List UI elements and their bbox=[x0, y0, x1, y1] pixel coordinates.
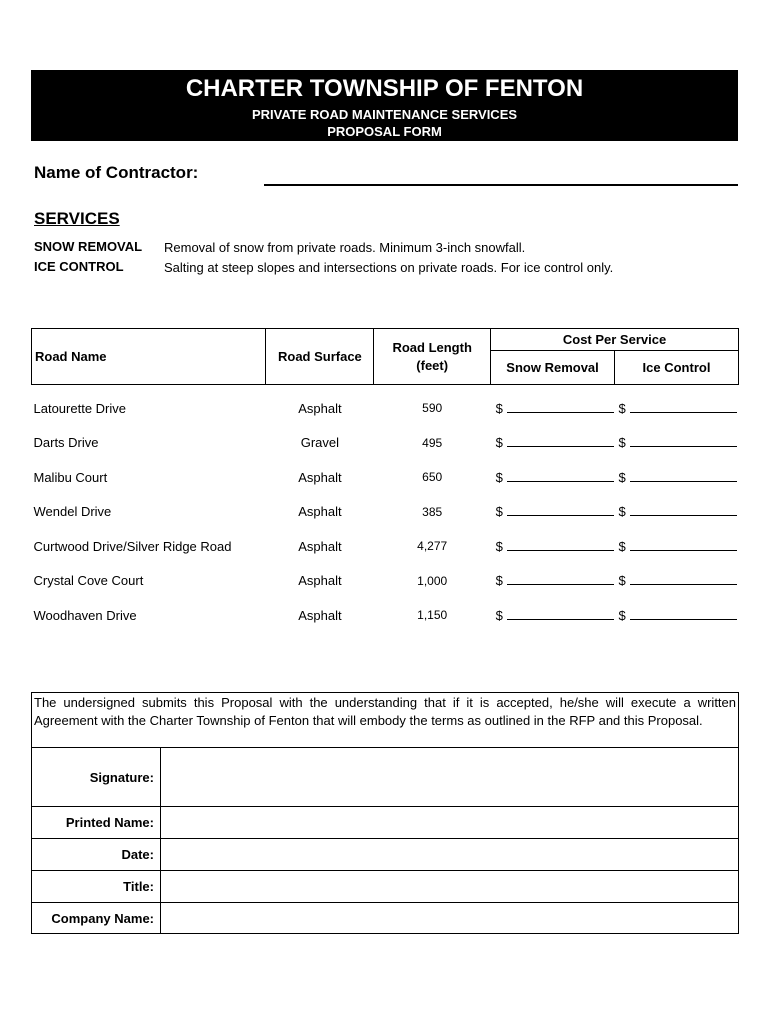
road-surface-cell: Asphalt bbox=[298, 504, 342, 520]
ice-control-price-field[interactable] bbox=[630, 445, 737, 447]
road-length-line2: (feet) bbox=[416, 358, 449, 373]
service-name: SNOW REMOVAL bbox=[34, 239, 143, 254]
ice-control-cell bbox=[615, 495, 739, 530]
agreement-text: The undersigned submits this Proposal with the understanding that if it is accepted, he/she will execute a written Agreement with the Charter Township of Fenton that will embody the terms as outlined in the RFP and this Proposal. bbox=[32, 693, 738, 748]
road-name-cell: Malibu Court bbox=[33, 469, 108, 485]
contractor-name-field[interactable] bbox=[264, 184, 738, 186]
road-length-cell: 590 bbox=[422, 401, 443, 416]
service-name: ICE CONTROL bbox=[34, 259, 124, 274]
road-name-cell: Wendel Drive bbox=[33, 504, 112, 520]
road-table bbox=[31, 328, 739, 633]
snow-removal-cell bbox=[491, 460, 615, 495]
road-length-cell: 4,277 bbox=[417, 539, 448, 554]
dollar-sign: $ bbox=[618, 538, 626, 554]
service-description: Removal of snow from private roads. Minimum 3-inch snowfall. bbox=[164, 240, 526, 255]
road-surface-cell: Asphalt bbox=[298, 400, 342, 416]
dollar-sign: $ bbox=[495, 538, 503, 554]
dollar-sign: $ bbox=[495, 573, 503, 589]
date-field[interactable] bbox=[161, 839, 738, 870]
contractor-label: Name of Contractor: bbox=[34, 163, 199, 182]
road-name-cell: Darts Drive bbox=[33, 435, 99, 451]
table-row bbox=[32, 495, 739, 530]
printed-name-label: Printed Name: bbox=[65, 815, 154, 830]
snow-removal-price-field[interactable] bbox=[507, 480, 614, 482]
snow-removal-cell bbox=[491, 598, 615, 633]
table-row bbox=[32, 564, 739, 599]
title-row bbox=[32, 871, 738, 903]
dollar-sign: $ bbox=[495, 400, 503, 416]
dollar-sign: $ bbox=[618, 504, 626, 520]
ice-control-cell bbox=[615, 529, 739, 564]
road-surface-cell: Asphalt bbox=[298, 538, 342, 554]
road-length-cell: 650 bbox=[422, 470, 443, 485]
road-surface-cell: Asphalt bbox=[298, 469, 342, 485]
ice-control-price-field[interactable] bbox=[630, 549, 737, 551]
dollar-sign: $ bbox=[495, 435, 503, 451]
road-surface-cell: Asphalt bbox=[298, 607, 342, 623]
col-header-snow-removal: Snow Removal bbox=[491, 351, 615, 385]
road-length-cell: 385 bbox=[422, 504, 443, 519]
road-length-cell: 495 bbox=[422, 435, 443, 450]
snow-removal-price-field[interactable] bbox=[507, 411, 614, 413]
date-row bbox=[32, 839, 738, 871]
road-surface-cell: Asphalt bbox=[298, 573, 342, 589]
col-header-road-surface: Road Surface bbox=[266, 329, 374, 385]
snow-removal-cell bbox=[491, 564, 615, 599]
snow-removal-cell bbox=[491, 529, 615, 564]
col-header-ice-control: Ice Control bbox=[615, 351, 739, 385]
dollar-sign: $ bbox=[618, 607, 626, 623]
ice-control-cell bbox=[615, 460, 739, 495]
form-name: PROPOSAL FORM bbox=[327, 124, 442, 139]
ice-control-price-field[interactable] bbox=[630, 411, 737, 413]
road-length-cell: 1,150 bbox=[417, 608, 448, 623]
ice-control-price-field[interactable] bbox=[630, 514, 737, 516]
snow-removal-cell bbox=[491, 385, 615, 426]
table-row bbox=[32, 529, 739, 564]
services-heading: SERVICES bbox=[34, 209, 120, 228]
ice-control-cell bbox=[615, 598, 739, 633]
agreement-box bbox=[31, 692, 739, 934]
snow-removal-price-field[interactable] bbox=[507, 549, 614, 551]
table-row bbox=[32, 598, 739, 633]
ice-control-price-field[interactable] bbox=[630, 618, 737, 620]
company-name-label: Company Name: bbox=[51, 911, 154, 926]
signature-row bbox=[32, 748, 738, 807]
table-row bbox=[32, 385, 739, 426]
col-header-road-length bbox=[374, 329, 491, 385]
service-description: Salting at steep slopes and intersections on private roads. For ice control only. bbox=[164, 260, 614, 275]
dollar-sign: $ bbox=[495, 607, 503, 623]
snow-removal-cell bbox=[491, 495, 615, 530]
dollar-sign: $ bbox=[495, 504, 503, 520]
date-label: Date: bbox=[121, 847, 154, 862]
title-field[interactable] bbox=[161, 871, 738, 902]
ice-control-price-field[interactable] bbox=[630, 583, 737, 585]
company-name-row bbox=[32, 903, 738, 934]
dollar-sign: $ bbox=[618, 573, 626, 589]
road-surface-cell: Gravel bbox=[300, 435, 340, 451]
snow-removal-price-field[interactable] bbox=[507, 618, 614, 620]
table-row bbox=[32, 426, 739, 461]
snow-removal-price-field[interactable] bbox=[507, 445, 614, 447]
company-name-field[interactable] bbox=[161, 903, 738, 934]
table-row bbox=[32, 460, 739, 495]
signature-label: Signature: bbox=[89, 769, 154, 785]
road-length-cell: 1,000 bbox=[417, 573, 448, 588]
printed-name-field[interactable] bbox=[161, 807, 738, 838]
road-name-cell: Crystal Cove Court bbox=[33, 573, 144, 589]
road-name-cell: Curtwood Drive/Silver Ridge Road bbox=[33, 538, 232, 554]
signature-field[interactable] bbox=[161, 748, 738, 806]
dollar-sign: $ bbox=[618, 400, 626, 416]
header-banner bbox=[31, 70, 738, 141]
ice-control-cell bbox=[615, 426, 739, 461]
col-header-road-name: Road Name bbox=[32, 329, 266, 385]
page-title: CHARTER TOWNSHIP OF FENTON bbox=[185, 75, 584, 102]
col-header-cost-per-service: Cost Per Service bbox=[491, 329, 739, 351]
dollar-sign: $ bbox=[618, 469, 626, 485]
ice-control-price-field[interactable] bbox=[630, 480, 737, 482]
ice-control-cell bbox=[615, 564, 739, 599]
dollar-sign: $ bbox=[618, 435, 626, 451]
title-label: Title: bbox=[123, 879, 154, 894]
road-name-cell: Woodhaven Drive bbox=[33, 607, 137, 623]
page-subtitle: PRIVATE ROAD MAINTENANCE SERVICES bbox=[251, 107, 518, 122]
snow-removal-price-field[interactable] bbox=[507, 514, 614, 516]
dollar-sign: $ bbox=[495, 469, 503, 485]
road-name-cell: Latourette Drive bbox=[33, 400, 126, 416]
road-length-line1: Road Length bbox=[392, 340, 472, 355]
snow-removal-cell bbox=[491, 426, 615, 461]
ice-control-cell bbox=[615, 385, 739, 426]
printed-name-row bbox=[32, 807, 738, 839]
snow-removal-price-field[interactable] bbox=[507, 583, 614, 585]
